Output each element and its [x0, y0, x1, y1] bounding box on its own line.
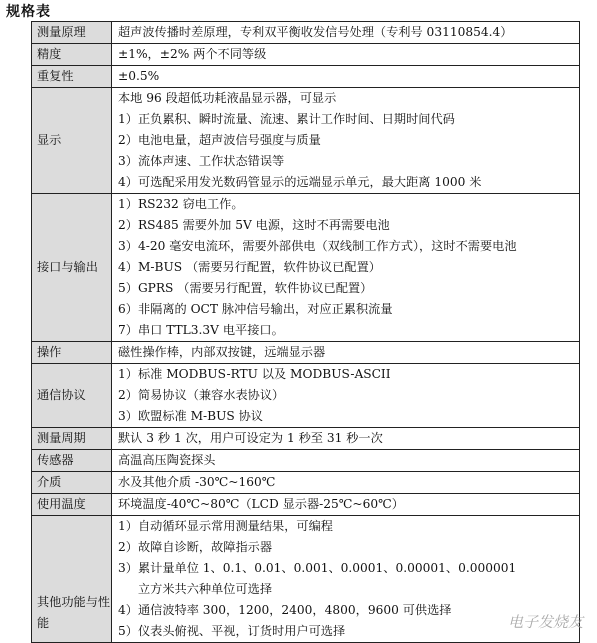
value-line: 6）非隔离的 OCT 脉冲信号输出，对应正累积流量: [118, 302, 393, 316]
table-row: [32, 450, 580, 472]
value-line: 水及其他介质 -30℃~160℃: [118, 475, 276, 489]
row-value: [112, 66, 580, 88]
value-line: 4）M-BUS （需要另行配置，软件协议已配置）: [118, 260, 381, 274]
row-value: [112, 194, 580, 342]
row-value: [112, 494, 580, 516]
table-row: [32, 428, 580, 450]
row-label: 测量周期: [32, 428, 112, 450]
value-line: 磁性操作棒，内部双按键，远端显示器: [118, 345, 326, 359]
value-line: 本地 96 段超低功耗液晶显示器，可显示: [118, 91, 337, 105]
value-line: 1）标准 MODBUS-RTU 以及 MODBUS-ASCII: [118, 367, 391, 381]
value-line: 立方米共六种单位可选择: [138, 582, 273, 596]
row-label: 显示: [32, 88, 112, 194]
page-title: 规格表: [6, 4, 51, 20]
table-row: [32, 44, 580, 66]
row-label: 传感器: [32, 450, 112, 472]
row-value: [112, 342, 580, 364]
value-line: 高温高压陶瓷探头: [118, 453, 216, 467]
row-label: 其他功能与性能: [32, 516, 112, 643]
value-line: 2）电池电量，超声波信号强度与质量: [118, 133, 321, 147]
watermark-logo: 电子发烧友: [507, 613, 583, 631]
value-line: ±1%，±2% 两个不同等级: [118, 47, 267, 61]
value-line: 3）累计量单位 1、0.1、0.01、0.001、0.0001、0.00001、0.000001: [118, 561, 517, 575]
value-line: 环境温度-40℃~80℃（LCD 显示器-25℃~60℃）: [118, 497, 404, 511]
row-label: 操作: [32, 342, 112, 364]
value-line: 超声波传播时差原理，专利双平衡收发信号处理（专利号 03110854.4）: [118, 25, 513, 39]
value-line: 4）通信波特率 300，1200，2400，4800，9600 可供选择: [118, 603, 452, 617]
row-label: 通信协议: [32, 364, 112, 428]
value-line: 3）欧盟标准 M-BUS 协议: [118, 409, 263, 423]
value-line: 2）故障自诊断，故障指示器: [118, 540, 273, 554]
value-line: 4）可选配采用发光数码管显示的远端显示单元，最大距离 1000 米: [118, 175, 482, 189]
value-line: ±0.5%: [118, 69, 160, 83]
value-line: 默认 3 秒 1 次，用户可设定为 1 秒至 31 秒一次: [118, 431, 383, 445]
row-value: [112, 428, 580, 450]
table-row: [32, 66, 580, 88]
row-value: [112, 364, 580, 428]
value-line: 5）GPRS （需要另行配置，软件协议已配置）: [118, 281, 373, 295]
row-value: [112, 472, 580, 494]
value-line: 2）简易协议（兼容水表协议）: [118, 388, 285, 402]
value-line: 1）正负累积、瞬时流量、流速、累计工作时间、日期时间代码: [118, 112, 455, 126]
value-line: 5）仪表头俯视、平视，订货时用户可选择: [118, 624, 346, 638]
row-label: 介质: [32, 472, 112, 494]
table-row: [32, 342, 580, 364]
row-value: [112, 22, 580, 44]
table-row: [32, 472, 580, 494]
table-row: [32, 364, 580, 428]
value-line: 3）流体声速、工作状态错误等: [118, 154, 285, 168]
table-row: [32, 22, 580, 44]
value-line: 1）自动循环显示常用测量结果，可编程: [118, 519, 333, 533]
row-label: 重复性: [32, 66, 112, 88]
value-line: 7）串口 TTL3.3V 电平接口。: [118, 323, 284, 337]
row-label: 测量原理: [32, 22, 112, 44]
table-row: [32, 194, 580, 342]
spec-table: [31, 21, 580, 643]
value-line: 1）RS232 窃电工作。: [118, 197, 244, 211]
row-label: 接口与输出: [32, 194, 112, 342]
row-label: 精度: [32, 44, 112, 66]
table-row: [32, 494, 580, 516]
row-label: 使用温度: [32, 494, 112, 516]
value-line: 3）4-20 毫安电流环，需要外部供电（双线制工作方式），这时不需要电池: [118, 239, 517, 253]
value-line: 2）RS485 需要外加 5V 电源，这时不再需要电池: [118, 218, 390, 232]
table-row: [32, 88, 580, 194]
row-value: [112, 88, 580, 194]
row-value: [112, 450, 580, 472]
table-row: [32, 516, 580, 643]
row-value: [112, 44, 580, 66]
